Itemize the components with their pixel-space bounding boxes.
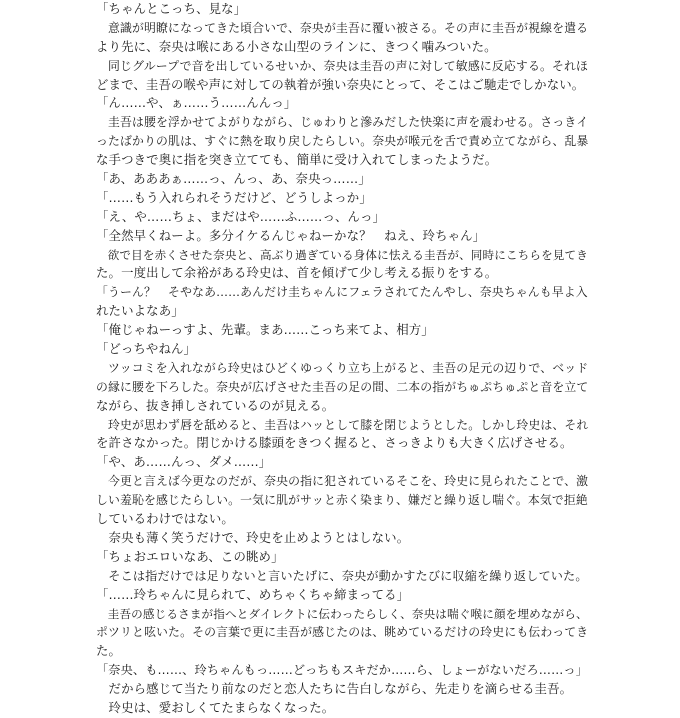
document-page xyxy=(96,0,592,715)
text-line: 「俺じゃねーっすよ、先輩。まあ……こっち来てよ、相方」 xyxy=(96,322,434,338)
text-line: 「ん……や、ぁ……う……んんっ」 xyxy=(96,95,297,111)
text-line: ったばかりの肌は、すぐに熱を取り戻したらしい。奈央が喉元を舌で責め立てながら、乱暴 xyxy=(96,134,589,149)
text-line: 今更と言えば今更なのだが、奈央の指に犯されているそこを、玲史に見られたことで、激 xyxy=(96,474,589,489)
text-line: の縁に腰を下ろした。奈央が広げさせた圭吾の足の間、二本の指がちゅぷちゅぷと音を立て xyxy=(96,379,589,394)
text-line: れたいよなあ」 xyxy=(96,303,184,319)
text-line: 同じグループで音を出しているせいか、奈央は圭吾の声に対して敏感に反応する。それほ xyxy=(96,58,589,73)
text-line: 「うーん？ そやなあ……あんだけ圭ちゃんにフェラされてたんやし、奈央ちゃんも早よ入 xyxy=(96,285,588,300)
text-line: 「奈央、も……、玲ちゃんもっ……どっちもスキだか……ら、しょーがないだろ……っ」 xyxy=(96,663,589,678)
text-line: を許さなかった。閉じかける膝頭をきつく握ると、さっきよりも大きく広げさせる。 xyxy=(96,435,573,451)
text-line: 玲史は、愛おしくてたまらなくなった。 xyxy=(96,699,335,715)
text-line: どまで、圭吾の喉や声に対しての執着が強い奈央にとって、そこはご馳走でしかない。 xyxy=(96,76,585,92)
text-line: 意識が明瞭になってきた頃合いで、奈央が圭吾に覆い被さる。その声に圭吾が視線を遣る xyxy=(96,20,589,35)
text-line: ポツリと呟いた。その言葉で更に圭吾が感じたのは、眺めているだけの玲史にも伝わってき xyxy=(96,625,589,640)
text-line: しい羞恥を感じたらしい。一気に肌がサッと赤く染まり、嫌だと繰り返し喘ぐ。本気で拒絶 xyxy=(96,493,588,508)
text-line: 欲で目を赤くさせた奈央と、高ぶり過ぎている身体に怯える圭吾が、同時にこちらを見てき xyxy=(96,247,588,262)
text-line: た。一度出して余裕がある玲史は、首を傾げて少し考える振りをする。 xyxy=(96,265,498,281)
text-line: ながら、抜き挿しされているのが見える。 xyxy=(96,397,335,413)
text-line: 玲史が思わず唇を舐めると、圭吾はハッとして膝を閉じようとした。しかし玲史は、それ xyxy=(96,417,589,432)
text-line: 圭吾は腰を浮かせてよがりながら、じゅわりと滲みだした快楽に声を震わせる。さっきイ xyxy=(96,115,589,130)
text-line: 「や、あ……んっ、ダメ……」 xyxy=(96,454,272,470)
text-line: そこは指だけでは足りないと言いたげに、奈央が動かすたびに収縮を繰り返していた。 xyxy=(96,568,588,583)
text-line: ツッコミを入れながら玲史はひどくゆっくり立ち上がると、圭吾の足元の辺りで、ベッド xyxy=(96,360,589,375)
text-line: 「どっちやねん」 xyxy=(96,341,197,357)
text-line: 「あ、あああぁ……っ、んっ、あ、奈央っ……」 xyxy=(96,171,371,187)
text-line: より先に、奈央は喉にある小さな山型のラインに、きつく噛みついた。 xyxy=(96,38,497,54)
text-line: 「全然早くねーよ。多分イケるんじゃねーかな？ ねえ、玲ちゃん」 xyxy=(96,227,486,243)
text-line: 「ちゃんとこっち、見な」 xyxy=(96,1,247,16)
text-line: た。 xyxy=(96,643,122,659)
text-line: 「え、や……ちょ、まだはや……ふ……っ、んっ」 xyxy=(96,208,386,224)
text-line: 「ちょおエロいなあ、この眺め」 xyxy=(96,548,284,564)
text-line: しているわけではない。 xyxy=(96,511,234,527)
text-line: 奈央も薄く笑うだけで、玲史を止めようとはしない。 xyxy=(96,529,410,545)
text-line: だから感じて当たり前なのだと恋人たちに告白しながら、先走りを滴らせる圭吾。 xyxy=(96,681,573,697)
text-line: な手つきで奥に指を突き立てても、簡単に受け入れてしまったようだ。 xyxy=(96,152,498,168)
text-line: 「……もう入れられそうだけど、どうしよっか」 xyxy=(96,189,372,205)
text-line: 「……玲ちゃんに見られて、めちゃくちゃ締まってる」 xyxy=(96,586,410,602)
text-line: 圭吾の感じるさまが指へとダイレクトに伝わったらしく、奈央は喘ぐ喉に顔を埋めながら、 xyxy=(96,606,588,621)
